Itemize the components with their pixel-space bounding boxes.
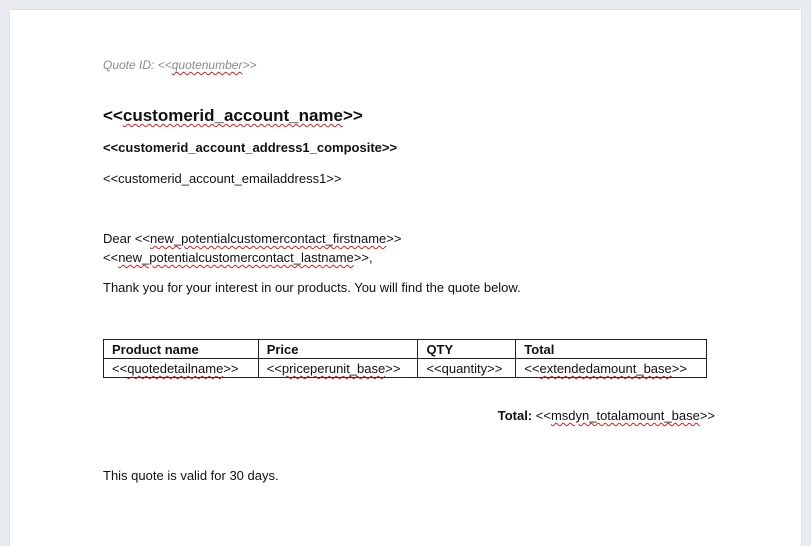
- account-email: <<customerid_account_emailaddress1>>: [103, 171, 342, 186]
- header-total: Total: [516, 340, 707, 359]
- greeting-line-2: <<new_potentialcustomercontact_lastname>>,: [103, 250, 373, 265]
- account-address: <<customerid_account_address1_composite>>: [103, 140, 398, 155]
- table-row: [104, 359, 707, 378]
- header-price: Price: [258, 340, 418, 359]
- cell-product-name: <<quotedetailname>>: [104, 359, 259, 378]
- quote-id-label: Quote ID:: [103, 58, 155, 72]
- greeting-line-1: Dear <<new_potentialcustomercontact_firstname>>: [103, 231, 402, 246]
- quote-number-field: quotenumber: [171, 58, 243, 72]
- header-product-name: Product name: [104, 340, 259, 359]
- contact-firstname-field: new_potentialcustomercontact_firstname: [149, 231, 387, 246]
- quote-id-line: Quote ID: <<quotenumber>>: [103, 58, 257, 72]
- intro-paragraph: Thank you for your interest in our products. You will find the quote below.: [103, 280, 521, 295]
- total-amount-line: Total: <<msdyn_totalamount_base>>: [497, 408, 715, 423]
- validity-note: This quote is valid for 30 days.: [103, 468, 279, 483]
- header-qty: QTY: [418, 340, 516, 359]
- total-label: Total:: [497, 408, 533, 423]
- contact-lastname-field: new_potentialcustomercontact_lastname: [118, 250, 354, 265]
- account-name-heading: <<customerid_account_name>>: [103, 106, 363, 125]
- account-name-field: customerid_account_name: [122, 106, 343, 125]
- document-page: [10, 10, 801, 546]
- table-header-row: [104, 340, 707, 359]
- cell-price: <<priceperunit_base>>: [258, 359, 418, 378]
- quote-line-items-table: [103, 339, 707, 378]
- total-amount-field: msdyn_totalamount_base: [550, 408, 700, 423]
- cell-total: <<extendedamount_base>>: [516, 359, 707, 378]
- cell-qty: <<quantity>>: [418, 359, 516, 378]
